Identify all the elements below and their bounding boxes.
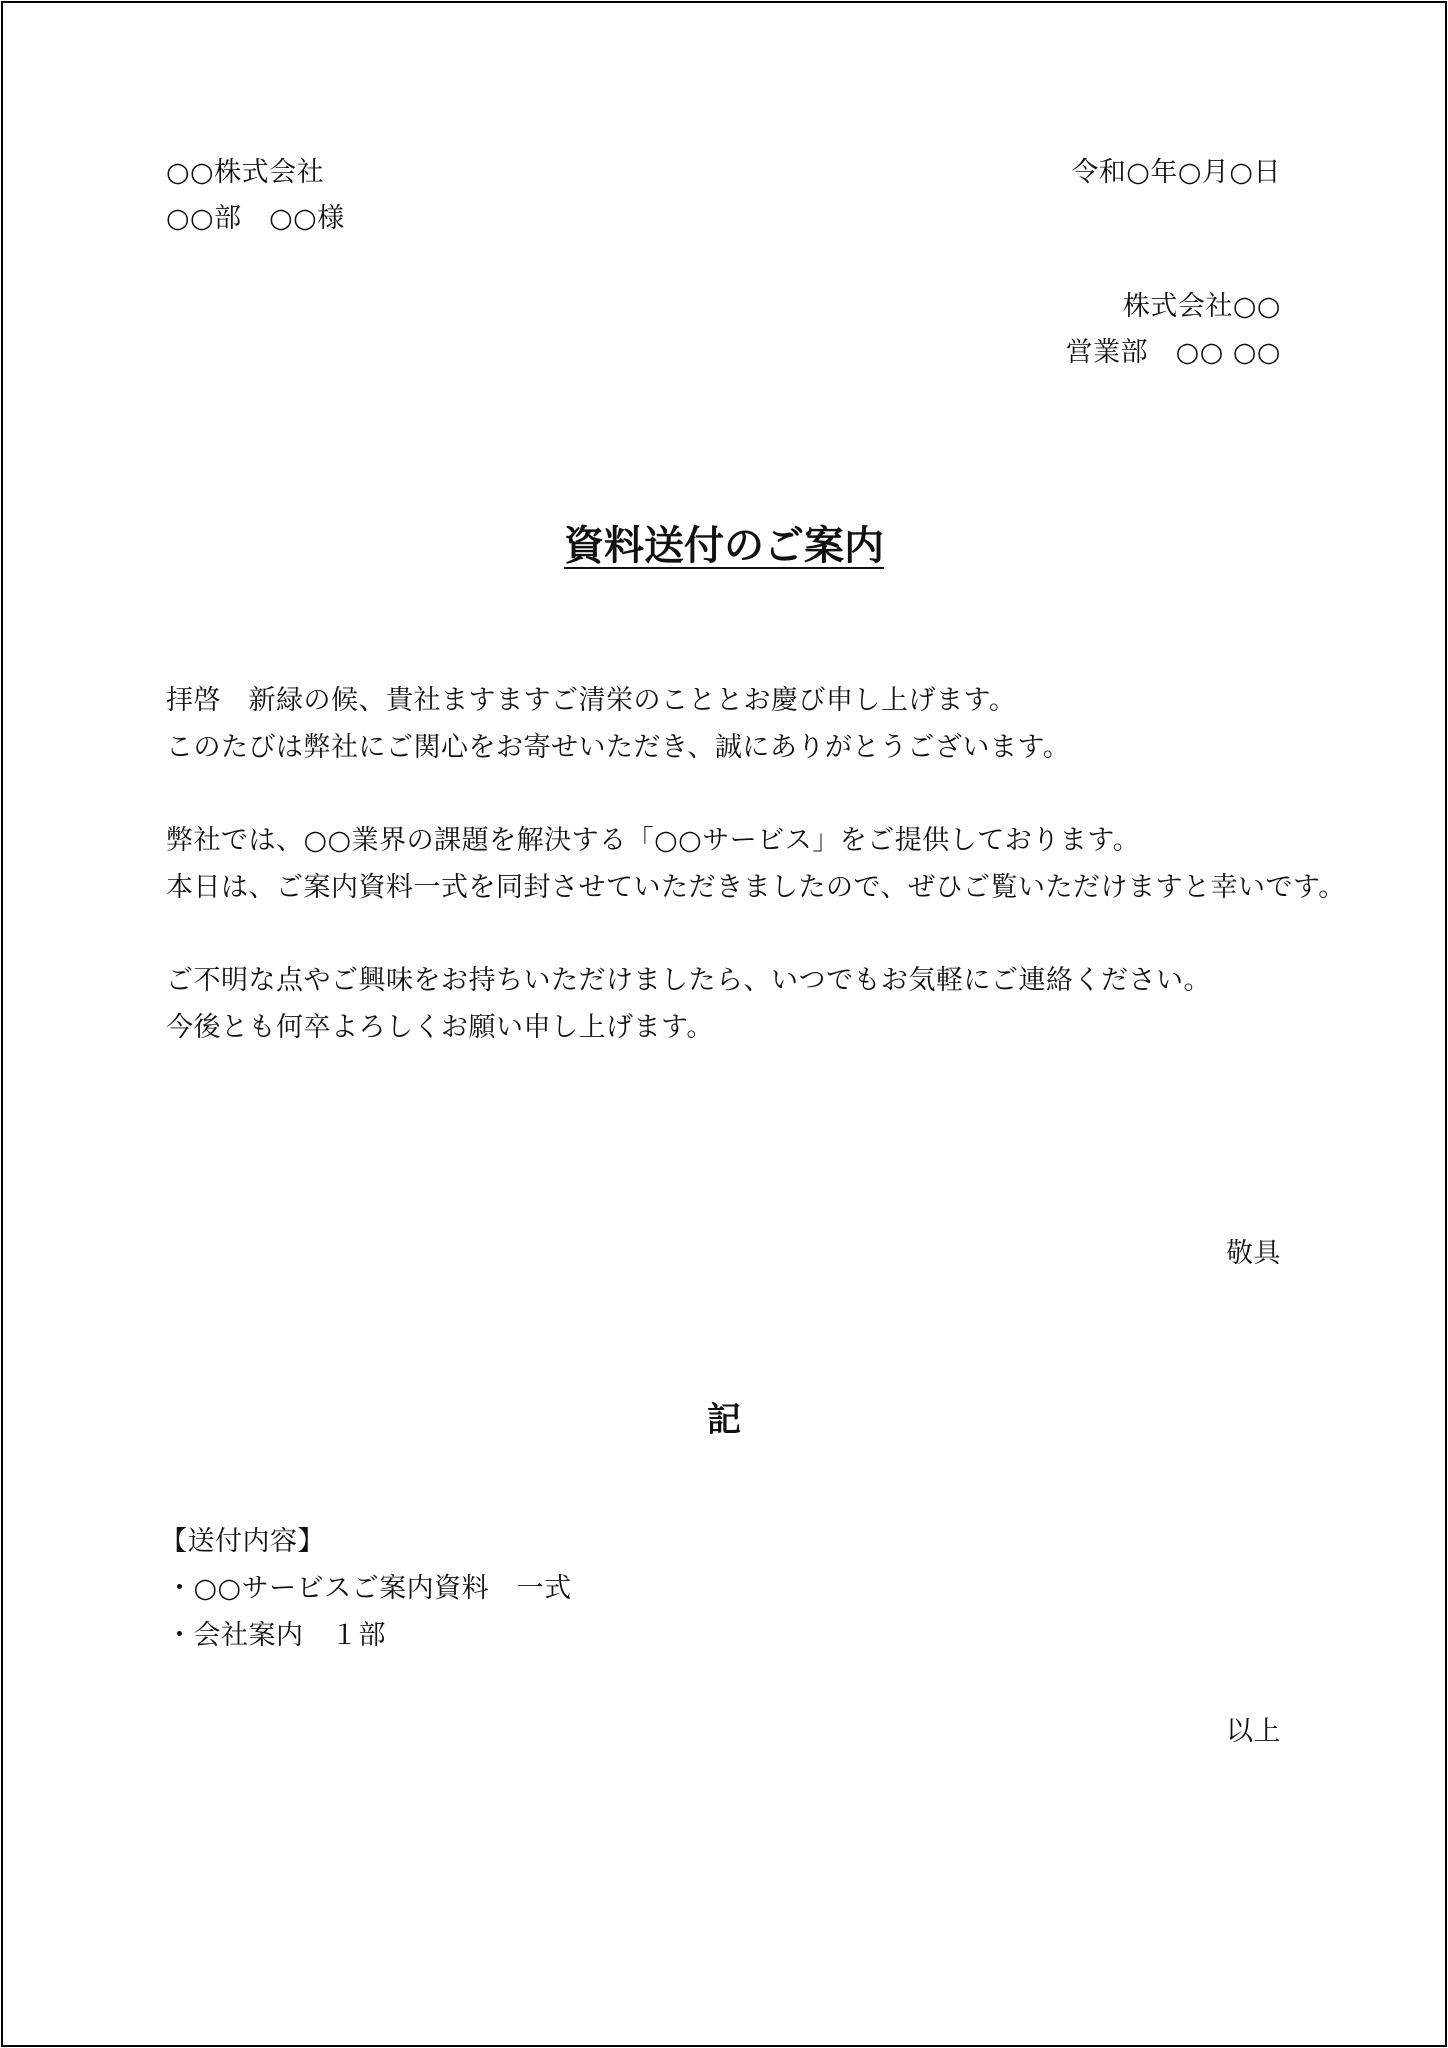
body-paragraph3-line2: 今後とも何卒よろしくお願い申し上げます。 [166, 1012, 714, 1043]
body-paragraph2-line1: 弊社では、○○業界の課題を解決する「○○サービス」をご提供しております。 [166, 825, 1141, 856]
ki-heading: 記 [707, 1400, 741, 1440]
enclosure-item: ・○○サービスご案内資料 一式 [166, 1573, 572, 1604]
closing-ijou: 以上 [1226, 1716, 1281, 1747]
document-title [0, 520, 1448, 572]
body-paragraph1-line2: このたびは弊社にご関心をお寄せいただき、誠にありがとうございます。 [166, 732, 1071, 763]
closing-keigu: 敬具 [1226, 1238, 1281, 1269]
enclosure-heading: 【送付内容】 [160, 1526, 325, 1557]
body-paragraph3-line1: ご不明な点やご興味をお持ちいただけましたら、いつでもお気軽にご連絡ください。 [166, 965, 1211, 996]
sender-department-name: 営業部 ○○ ○○ [1065, 337, 1281, 368]
document-title-text: 資料送付のご案内 [564, 522, 884, 569]
enclosure-item: ・会社案内 １部 [166, 1620, 386, 1651]
body-paragraph1-line1: 拝啓 新緑の候、貴社ますますご清栄のこととお慶び申し上げます。 [166, 685, 1017, 716]
recipient-department-name: ○○部 ○○様 [166, 203, 345, 234]
body-paragraph2-line2: 本日は、ご案内資料一式を同封させていただきましたので、ぜひご覧いただけますと幸いです。 [166, 872, 1346, 903]
sender-company: 株式会社○○ [1122, 291, 1281, 322]
recipient-company: ○○株式会社 [166, 157, 325, 188]
document-date: 令和○年○月○日 [1071, 157, 1281, 188]
